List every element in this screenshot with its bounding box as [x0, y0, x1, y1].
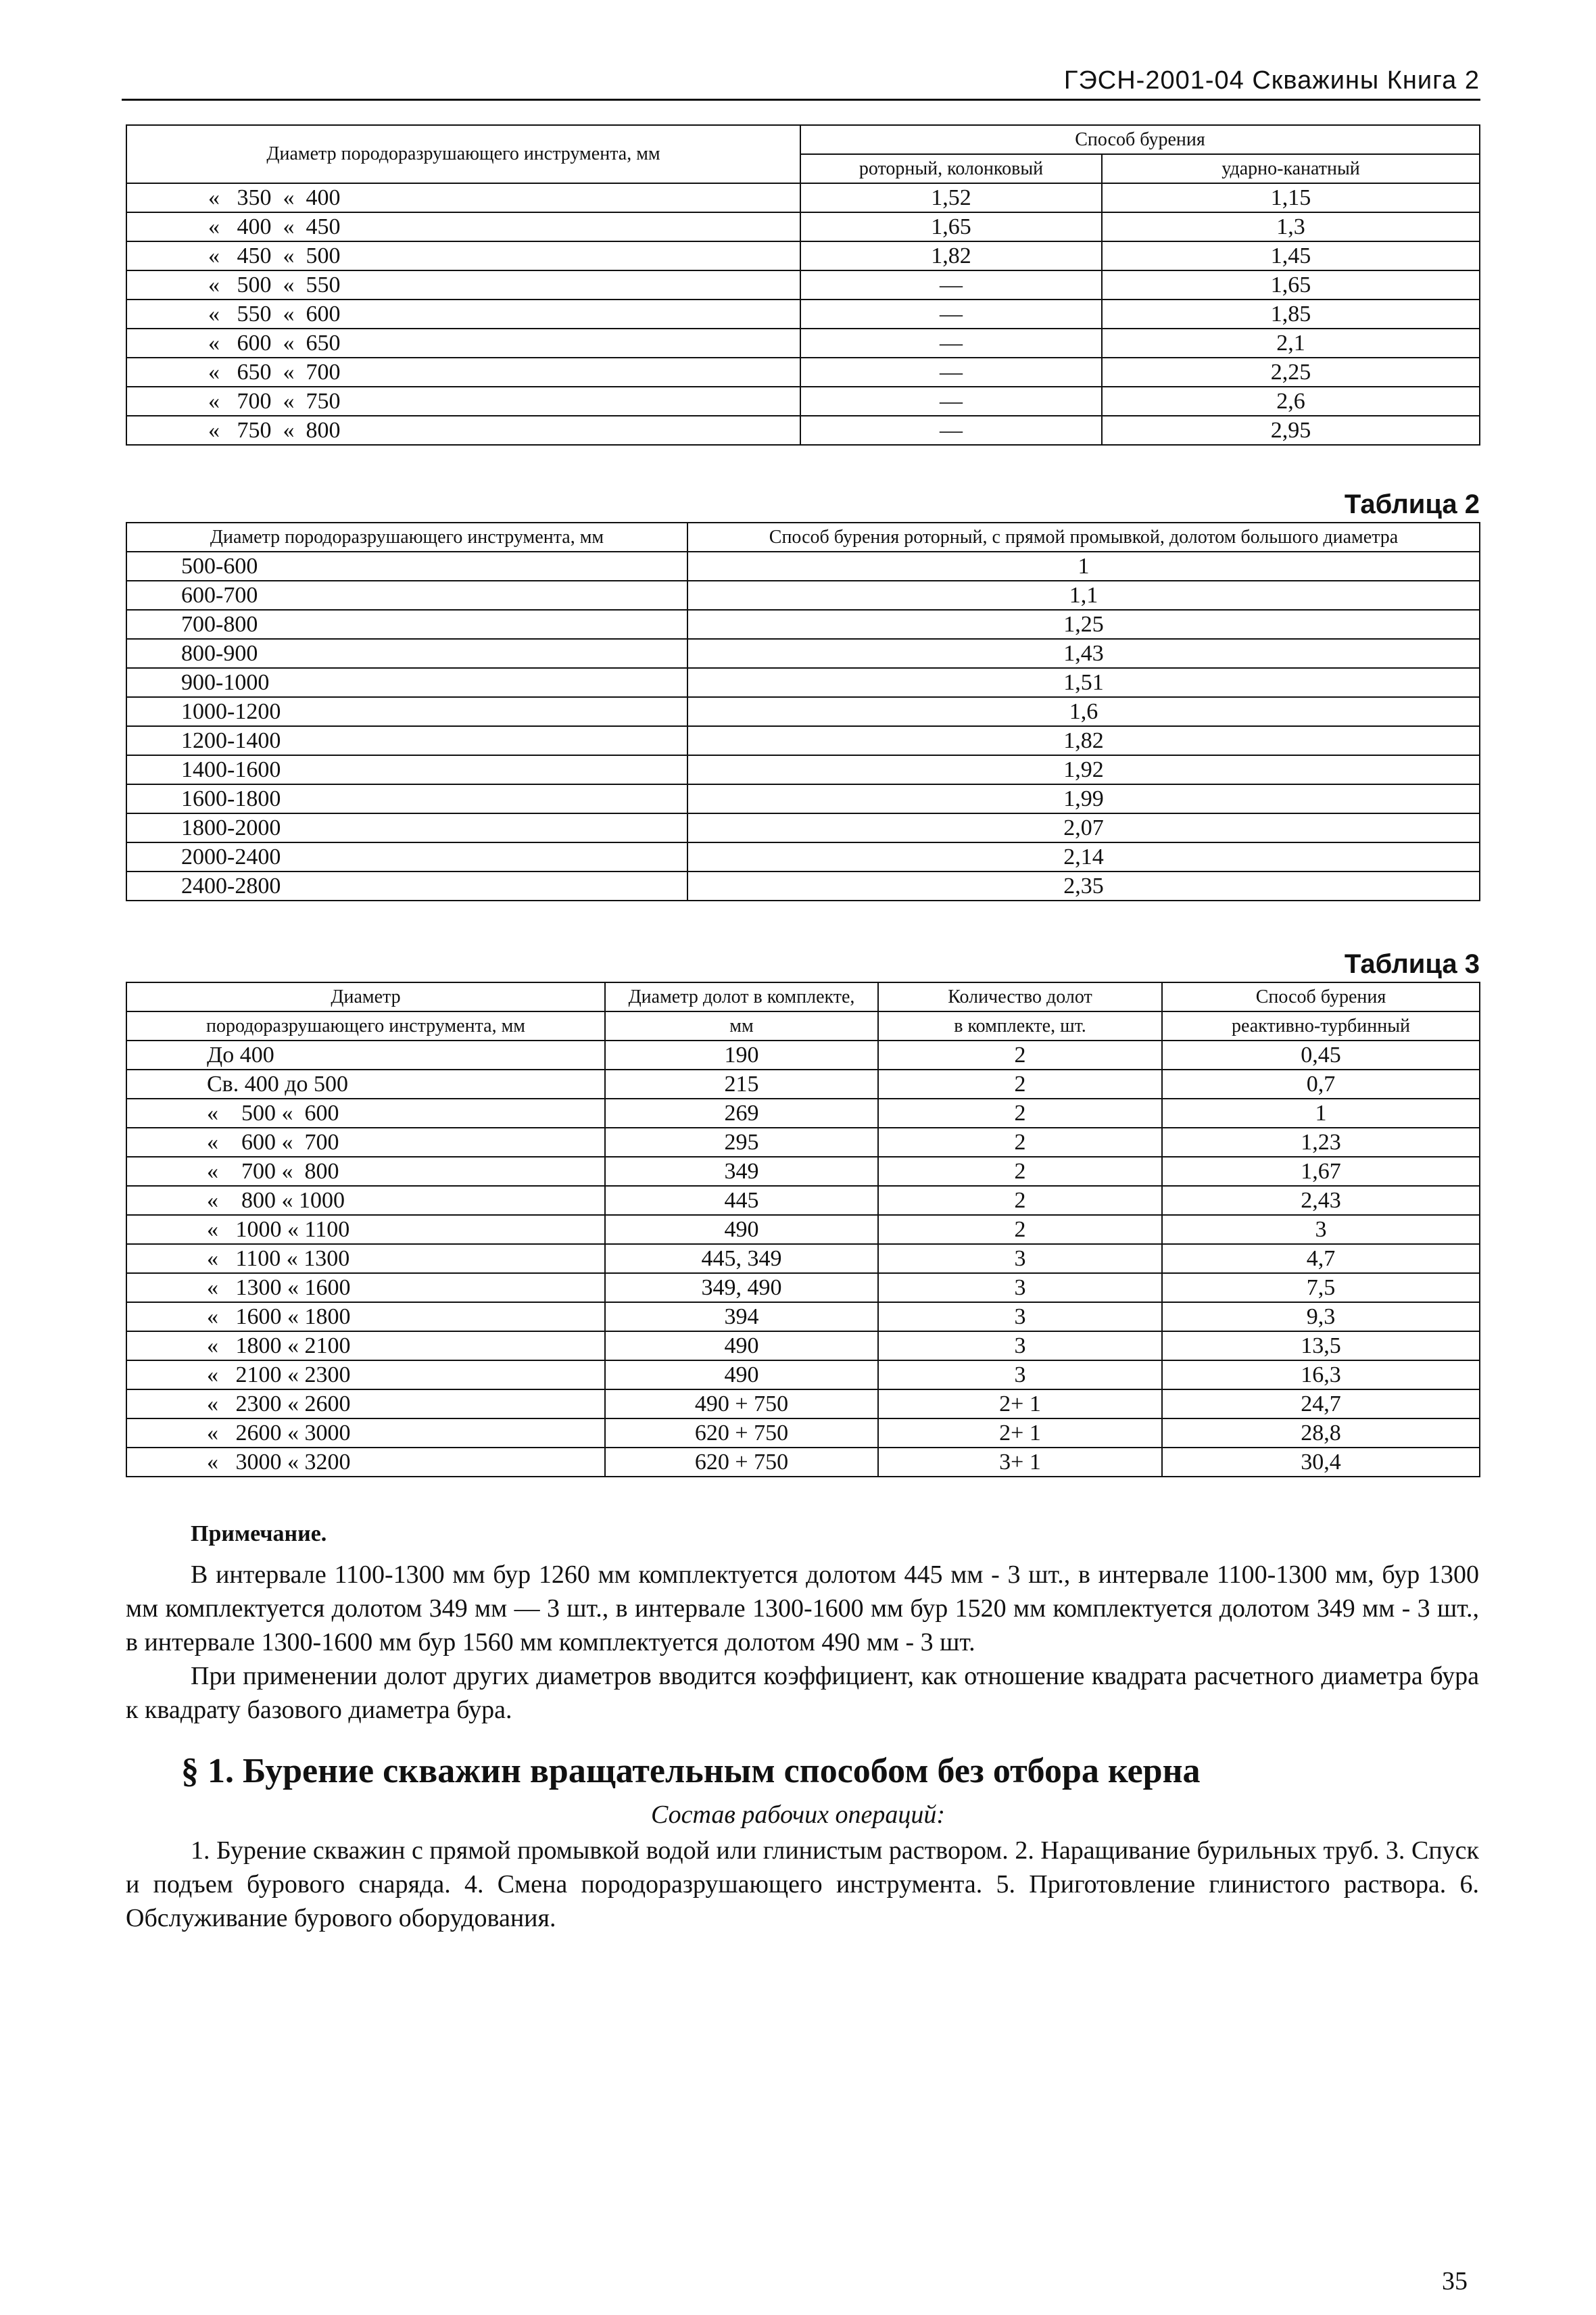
bit-count-cell: 3 [878, 1244, 1162, 1273]
coeff-cell: 0,7 [1162, 1070, 1480, 1099]
table-row [126, 1302, 1480, 1331]
rotary-coeff-cell: 1,65 [800, 212, 1102, 241]
table-row [126, 813, 1480, 842]
diameter-cell: « 700 « 800 [126, 1157, 605, 1186]
table3-header-diameter: Диаметр [126, 982, 605, 1011]
table1-group-header: Способ бурения [800, 125, 1480, 154]
coeff-cell: 30,4 [1162, 1448, 1480, 1477]
bit-count-cell: 2 [878, 1128, 1162, 1157]
bit-count-cell: 3+ 1 [878, 1448, 1162, 1477]
operations-subtitle: Состав рабочих операций: [650, 1800, 945, 1829]
diameter-cell: « 3000 « 3200 [126, 1448, 605, 1477]
table-row [126, 1099, 1480, 1128]
percussion-coeff-cell: 1,65 [1102, 270, 1480, 300]
bit-count-cell: 2 [878, 1070, 1162, 1099]
rotary-coeff-cell: 1,52 [800, 183, 1102, 212]
diameter-cell: « 1300 « 1600 [126, 1273, 605, 1302]
bits-cell: 620 + 750 [605, 1418, 878, 1448]
table1-body [126, 183, 1480, 445]
percussion-coeff-cell: 1,45 [1102, 241, 1480, 270]
coeff-cell: 4,7 [1162, 1244, 1480, 1273]
rotary-coeff-cell: — [800, 358, 1102, 387]
diameter-cell: До 400 [126, 1041, 605, 1070]
coeff-cell: 1,51 [687, 668, 1480, 697]
bits-cell: 490 [605, 1215, 878, 1244]
table-row [126, 842, 1480, 872]
diameter-cell: « 650 « 700 [126, 358, 800, 387]
coeff-cell: 16,3 [1162, 1360, 1480, 1389]
diameter-cell: « 500 « 550 [126, 270, 800, 300]
table-row [126, 1389, 1480, 1418]
operations-list: 1. Бурение скважин с прямой промывкой водой или глинистым раствором. 2. Наращивание бурильных труб. 3. Спуск и подъем бурового снаряда. 4. Смена породоразрушающего инструмента. 5. Приготовление глинистого раствора. 6. Обслуживание бурового оборудования. [126, 1836, 1479, 1932]
bit-count-cell: 3 [878, 1360, 1162, 1389]
bit-count-cell: 2 [878, 1215, 1162, 1244]
bit-count-cell: 3 [878, 1302, 1162, 1331]
table3-header-bits-2: мм [605, 1011, 878, 1041]
diameter-cell: Св. 400 до 500 [126, 1070, 605, 1099]
note-heading: Примечание. [191, 1521, 327, 1546]
diameter-cell: « 600 « 700 [126, 1128, 605, 1157]
table-row [126, 639, 1480, 668]
table2-col2-header: Способ бурения роторный, с прямой промывкой, долотом большого диаметра [687, 523, 1480, 552]
bit-count-cell: 2 [878, 1186, 1162, 1215]
page-number: 35 [1442, 2267, 1468, 2295]
coeff-cell: 3 [1162, 1215, 1480, 1244]
table3-caption: Таблица 3 [1344, 949, 1480, 979]
bits-cell: 445 [605, 1186, 878, 1215]
bits-cell: 490 + 750 [605, 1389, 878, 1418]
table-row [126, 668, 1480, 697]
running-header: ГЭСН-2001-04 Скважины Книга 2 [1063, 66, 1480, 95]
coeff-cell: 1,43 [687, 639, 1480, 668]
bit-count-cell: 2+ 1 [878, 1418, 1162, 1448]
percussion-coeff-cell: 1,15 [1102, 183, 1480, 212]
bits-cell: 349, 490 [605, 1273, 878, 1302]
table-row [126, 697, 1480, 726]
table2-body [126, 552, 1480, 901]
coeff-cell: 1,67 [1162, 1157, 1480, 1186]
diameter-cell: « 550 « 600 [126, 300, 800, 329]
table1-col-header: Диаметр породоразрушающего инструмента, мм [126, 125, 800, 183]
diameter-cell: 1200-1400 [126, 726, 687, 755]
bits-cell: 490 [605, 1331, 878, 1360]
table-1 [126, 124, 1480, 446]
coeff-cell: 1,82 [687, 726, 1480, 755]
bit-count-cell: 3 [878, 1331, 1162, 1360]
percussion-coeff-cell: 2,95 [1102, 416, 1480, 445]
diameter-cell: « 2600 « 3000 [126, 1418, 605, 1448]
diameter-cell: 1000-1200 [126, 697, 687, 726]
coeff-cell: 1,23 [1162, 1128, 1480, 1157]
coeff-cell: 9,3 [1162, 1302, 1480, 1331]
table-row [126, 300, 1480, 329]
diameter-cell: 500-600 [126, 552, 687, 581]
table-row [126, 212, 1480, 241]
diameter-cell: « 1600 « 1800 [126, 1302, 605, 1331]
rotary-coeff-cell: — [800, 300, 1102, 329]
table3-header-diameter-2: породоразрушающего инструмента, мм [126, 1011, 605, 1041]
percussion-coeff-cell: 2,1 [1102, 329, 1480, 358]
table-row [126, 1186, 1480, 1215]
diameter-cell: « 450 « 500 [126, 241, 800, 270]
coeff-cell: 28,8 [1162, 1418, 1480, 1448]
bits-cell: 620 + 750 [605, 1448, 878, 1477]
diameter-cell: « 400 « 450 [126, 212, 800, 241]
table-row [126, 1157, 1480, 1186]
coeff-cell: 2,35 [687, 872, 1480, 901]
coeff-cell: 1,92 [687, 755, 1480, 784]
diameter-cell: 1600-1800 [126, 784, 687, 813]
diameter-cell: « 500 « 600 [126, 1099, 605, 1128]
diameter-cell: 800-900 [126, 639, 687, 668]
diameter-cell: 700-800 [126, 610, 687, 639]
table-row [126, 1041, 1480, 1070]
bit-count-cell: 2+ 1 [878, 1389, 1162, 1418]
bits-cell: 190 [605, 1041, 878, 1070]
table-row [126, 387, 1480, 416]
diameter-cell: « 1800 « 2100 [126, 1331, 605, 1360]
table-row [126, 872, 1480, 901]
table-row [126, 270, 1480, 300]
diameter-cell: « 750 « 800 [126, 416, 800, 445]
table-row [126, 1244, 1480, 1273]
header-rule [122, 99, 1480, 101]
coeff-cell: 0,45 [1162, 1041, 1480, 1070]
diameter-cell: 900-1000 [126, 668, 687, 697]
bits-cell: 394 [605, 1302, 878, 1331]
table-row [126, 552, 1480, 581]
diameter-cell: « 2300 « 2600 [126, 1389, 605, 1418]
diameter-cell: 2000-2400 [126, 842, 687, 872]
bit-count-cell: 3 [878, 1273, 1162, 1302]
diameter-cell: « 800 « 1000 [126, 1186, 605, 1215]
table1-subheader: роторный, колонковый [800, 154, 1102, 183]
coeff-cell: 1 [1162, 1099, 1480, 1128]
table-row [126, 1448, 1480, 1477]
diameter-cell: 1800-2000 [126, 813, 687, 842]
diameter-cell: « 600 « 650 [126, 329, 800, 358]
table-3 [126, 982, 1480, 1477]
rotary-coeff-cell: — [800, 270, 1102, 300]
bits-cell: 295 [605, 1128, 878, 1157]
table-row [126, 1418, 1480, 1448]
diameter-cell: « 350 « 400 [126, 183, 800, 212]
diameter-cell: « 1100 « 1300 [126, 1244, 605, 1273]
diameter-cell: « 2100 « 2300 [126, 1360, 605, 1389]
table-row [126, 581, 1480, 610]
coeff-cell: 1,6 [687, 697, 1480, 726]
percussion-coeff-cell: 1,3 [1102, 212, 1480, 241]
table3-header-method-2: реактивно-турбинный [1162, 1011, 1480, 1041]
rotary-coeff-cell: — [800, 416, 1102, 445]
diameter-cell: 2400-2800 [126, 872, 687, 901]
coeff-cell: 2,43 [1162, 1186, 1480, 1215]
coeff-cell: 24,7 [1162, 1389, 1480, 1418]
table3-header-bits: Диаметр долот в комплекте, [605, 982, 878, 1011]
table-row [126, 1273, 1480, 1302]
table3-header-count: Количество долот [878, 982, 1162, 1011]
table-row [126, 183, 1480, 212]
table-row [126, 416, 1480, 445]
table-row [126, 726, 1480, 755]
bits-cell: 215 [605, 1070, 878, 1099]
rotary-coeff-cell: — [800, 387, 1102, 416]
coeff-cell: 1,99 [687, 784, 1480, 813]
percussion-coeff-cell: 2,6 [1102, 387, 1480, 416]
table2-col1-header: Диаметр породоразрушающего инструмента, мм [126, 523, 687, 552]
table-row [126, 1128, 1480, 1157]
rotary-coeff-cell: — [800, 329, 1102, 358]
coeff-cell: 1,1 [687, 581, 1480, 610]
percussion-coeff-cell: 1,85 [1102, 300, 1480, 329]
table-row [126, 358, 1480, 387]
bits-cell: 445, 349 [605, 1244, 878, 1273]
coeff-cell: 2,07 [687, 813, 1480, 842]
coeff-cell: 7,5 [1162, 1273, 1480, 1302]
bit-count-cell: 2 [878, 1099, 1162, 1128]
table3-header-count-2: в комплекте, шт. [878, 1011, 1162, 1041]
table-row [126, 329, 1480, 358]
diameter-cell: 600-700 [126, 581, 687, 610]
rotary-coeff-cell: 1,82 [800, 241, 1102, 270]
table-row [126, 610, 1480, 639]
bits-cell: 490 [605, 1360, 878, 1389]
bits-cell: 349 [605, 1157, 878, 1186]
bits-cell: 269 [605, 1099, 878, 1128]
table3-body [126, 1041, 1480, 1477]
table3-header-method: Способ бурения [1162, 982, 1480, 1011]
table2-caption: Таблица 2 [1344, 490, 1480, 519]
diameter-cell: « 1000 « 1100 [126, 1215, 605, 1244]
table-row [126, 1360, 1480, 1389]
section-title: § 1. Бурение скважин вращательным способом без отбора керна [181, 1752, 1201, 1790]
note-paragraph-1: В интервале 1100-1300 мм бур 1260 мм комплектуется долотом 445 мм - 3 шт., в интервале 1100-1300 мм, бур 1300 мм комплектуется долотом 349 мм — 3 шт., в интервале 1300-1600 мм бур 1520 мм комплектуется долотом 349 мм - 3 шт., в интервале 1300-1600 мм бур 1560 мм комплектуется долотом 490 мм - 3 шт. [126, 1560, 1479, 1656]
table-row [126, 1331, 1480, 1360]
table-row [126, 755, 1480, 784]
bit-count-cell: 2 [878, 1041, 1162, 1070]
coeff-cell: 2,14 [687, 842, 1480, 872]
table-row [126, 784, 1480, 813]
coeff-cell: 1 [687, 552, 1480, 581]
table-row [126, 1070, 1480, 1099]
diameter-cell: 1400-1600 [126, 755, 687, 784]
table-row [126, 241, 1480, 270]
note-paragraph-2: При применении долот других диаметров вводится коэффициент, как отношение квадрата расчетного диаметра бура к квадрату базового диаметра бура. [126, 1662, 1479, 1724]
table1-subheader: ударно-канатный [1102, 154, 1480, 183]
coeff-cell: 1,25 [687, 610, 1480, 639]
bit-count-cell: 2 [878, 1157, 1162, 1186]
percussion-coeff-cell: 2,25 [1102, 358, 1480, 387]
diameter-cell: « 700 « 750 [126, 387, 800, 416]
coeff-cell: 13,5 [1162, 1331, 1480, 1360]
table-row [126, 1215, 1480, 1244]
table-2 [126, 522, 1480, 901]
